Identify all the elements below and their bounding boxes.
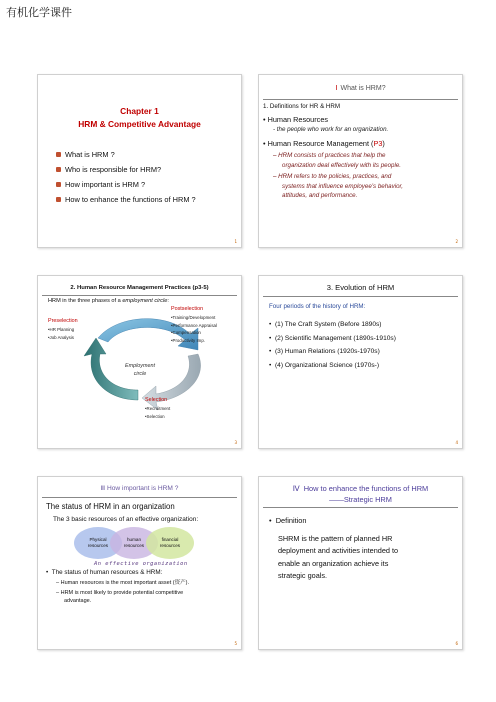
slide-2 (258, 74, 463, 248)
slide-5-title: Ⅲ How important is HRM ? (100, 485, 179, 492)
square-bullet-icon (56, 197, 61, 202)
page-number: 6 (455, 641, 458, 646)
list-item: •Selection (145, 413, 165, 419)
slide-6-title: Ⅳ How to enhance the functions of HRM ——Strategic HRM (292, 484, 429, 504)
square-bullet-icon (56, 152, 61, 157)
list-item: • (4) Organizational Science (1970s-) (269, 361, 380, 369)
slide-5-heading: The status of HRM in an organization (46, 502, 175, 511)
hrm-definition-2-cont: systems that influence employee’s behavior, (282, 182, 403, 190)
slide-5 (37, 476, 242, 650)
slide-4-intro: Four periods of the history of HRM: (269, 303, 366, 310)
preselection-items (48, 326, 74, 341)
list-item: •Compensation (171, 330, 201, 336)
definitions-heading: 1. Definitions for HR & HRM (263, 103, 341, 110)
page-number: 3 (234, 440, 237, 445)
list-item: • (3) Human Relations (1920s-1970s) (269, 348, 380, 355)
slide-4-title: 3. Evolution of HRM (326, 283, 395, 292)
human-resources-circle: human resources (110, 527, 158, 559)
postselection-label: Postselection (171, 306, 204, 312)
slide-4 (258, 275, 463, 449)
list-item: – Human resources is the most important asset (资产). (56, 580, 189, 586)
list-item: • (2) Scientific Management (1890s-1910s) (269, 334, 396, 342)
evolution-list (269, 318, 396, 372)
slide-2-title: Ⅰ What is HRM? (335, 85, 386, 92)
selection-items (145, 405, 170, 420)
selection-label: Selection (145, 397, 168, 403)
slide-2-body (263, 103, 459, 201)
list-item-cont: advantage. (64, 598, 92, 604)
slide-1 (37, 74, 242, 248)
slide-3 (37, 275, 242, 449)
slide-6 (258, 476, 463, 650)
document-header: 有机化学课件 (6, 6, 72, 19)
list-item: •Performance Appraisal (171, 322, 217, 328)
page-number: 1 (234, 239, 237, 244)
list-item: How to enhance the functions of HRM ? (56, 192, 196, 207)
page-number: 4 (455, 440, 458, 445)
hrm-definition-2-cont: attitudes, and performance. (282, 192, 358, 199)
title-divider (263, 507, 458, 508)
list-item: •Recruitment (145, 406, 171, 411)
resources-venn-diagram (74, 527, 194, 559)
hrm-definition-2: – HRM refers to the policies, practices, and (273, 173, 392, 180)
slide-3-title: 2. Human Resource Management Practices (p3-5) (70, 285, 209, 291)
slide-5-subheading: The 3 basic resources of an effective organization: (53, 516, 199, 523)
hr-definition: - the people who work for an organization. (273, 126, 389, 133)
list-item: •HR Planning (48, 327, 75, 332)
chapter-title: HRM & Competitive Advantage (78, 119, 201, 129)
square-bullet-icon (56, 167, 61, 172)
physical-resources-circle: Physical resources (74, 527, 122, 559)
square-bullet-icon (56, 182, 61, 187)
list-item: • Human Resource Management (P3) (263, 139, 385, 148)
list-item: Who is responsible for HRM? (56, 162, 196, 177)
title-divider (263, 296, 458, 297)
list-item: • Human Resources (263, 115, 329, 124)
chapter-label: Chapter 1 (120, 106, 159, 116)
title-divider (42, 497, 237, 498)
title-divider (263, 99, 458, 100)
list-item: What is HRM ? (56, 147, 196, 162)
slide-3-intro: HRM in the three phases of a employment circle: (48, 298, 169, 304)
list-item: •Training/Development (171, 315, 216, 320)
postselection-items (171, 314, 217, 344)
list-item: • The status of human resources & HRM: (46, 569, 163, 576)
venn-caption: An effective organization (94, 561, 188, 567)
hrm-definition-1: – HRM consists of practices that help the (273, 152, 386, 159)
slide-1-title (38, 105, 241, 131)
financial-resources-circle: financial resources (146, 527, 194, 559)
list-item: • (1) The Craft System (Before 1890s) (269, 321, 382, 328)
slide-1-bullets (56, 147, 196, 207)
list-item: •Job Analysis (48, 334, 74, 340)
list-item: – HRM is most likely to provide potential competitive (56, 590, 184, 596)
list-item: How important is HRM ? (56, 177, 196, 192)
page-number: 2 (455, 239, 458, 244)
list-item: •Productivity Imp. (171, 337, 205, 343)
preselection-label: Preselection (48, 318, 78, 324)
list-item: • Definition (269, 516, 307, 525)
page-number: 5 (234, 641, 237, 646)
roman-numeral: Ⅰ (335, 85, 338, 92)
shrm-definition: SHRM is the pattern of planned HR deployment and activities intended to enable an organization achieve its strategic goals. (278, 534, 399, 580)
cycle-center-label: Employment circle (125, 363, 155, 377)
hrm-definition-1-cont: organization deal effectively with its people. (282, 161, 402, 169)
